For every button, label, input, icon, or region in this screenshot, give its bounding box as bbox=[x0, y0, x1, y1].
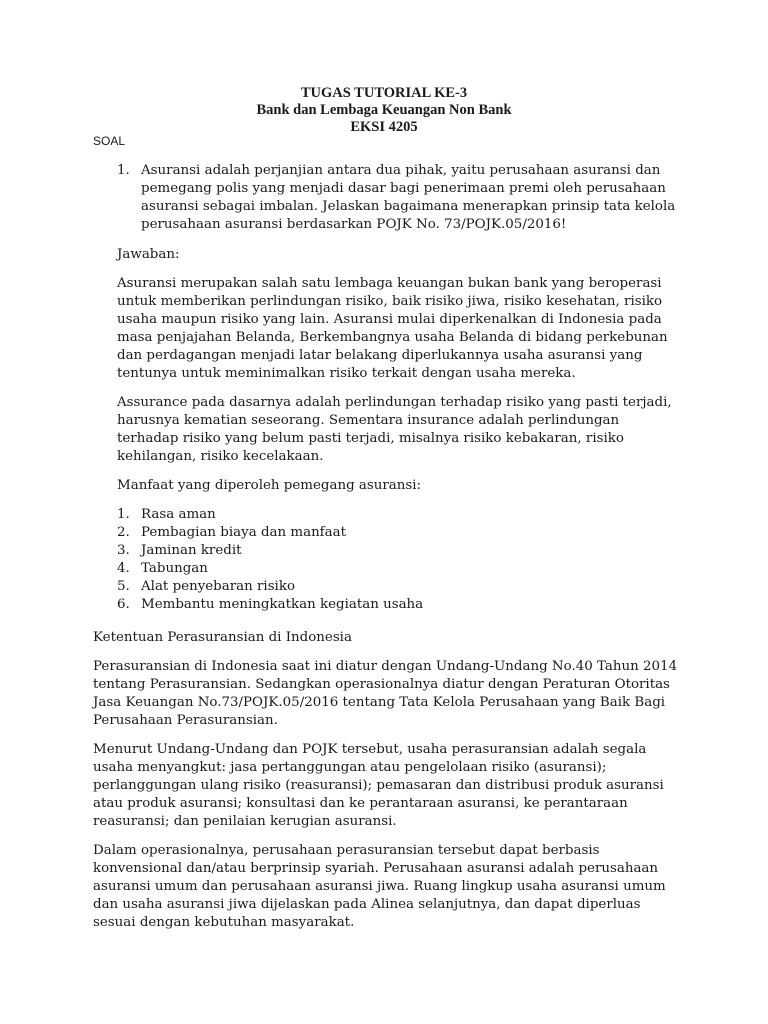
answer-paragraph-2: Assurance pada dasarnya adalah perlindungan terhadap risiko yang pasti terjadi, harusnya kematian seseorang. Sementara insurance adalah perlindungan terhadap risiko yang belum pasti terjadi, misalnya risiko kebakaran, risiko kehilangan, risiko kecelakaan. bbox=[117, 395, 672, 464]
benefit-item: 4. Tabungan bbox=[117, 561, 208, 576]
header-course-name: Bank dan Lembaga Keuangan Non Bank bbox=[256, 102, 512, 118]
section-paragraph-3: Dalam operasionalnya, perusahaan perasuransian tersebut dapat berbasis konvensional dan/atau berprinsip syariah. Perusahaan asuransi adalah perusahaan asuransi umum dan perusahaan asuransi jiwa. Ruang lingkup usaha asuransi umum dan usaha asuransi jiwa dijelaskan pada Alinea selanjutnya, dan dapat diperluas sesuai dengan kebutuhan masyarakat. bbox=[93, 843, 666, 930]
question-item bbox=[117, 162, 679, 234]
section-paragraph-2: Menurut Undang-Undang dan POJK tersebut, usaha perasuransian adalah segala usaha menyangkut: jasa pertanggungan atau pengelolaan risiko (asuransi); perlanggungan ulang risiko (reasuransi); pemasaran dan distribusi produk asuransi atau produk asuransi; konsultasi dan ke perantaraan asuransi, ke perantaraan reasuransi; dan penilaian kerugian asuransi. bbox=[93, 742, 664, 829]
document-header bbox=[0, 85, 768, 136]
question-answer-block bbox=[117, 162, 679, 625]
benefit-item: 3. Jaminan kredit bbox=[117, 543, 242, 558]
benefits-intro: Manfaat yang diperoleh pemegang asuransi: bbox=[117, 478, 422, 493]
benefit-item: 1. Rasa aman bbox=[117, 507, 216, 522]
header-title: TUGAS TUTORIAL KE-3 bbox=[300, 85, 468, 101]
section-paragraph-1: Perasuransian di Indonesia saat ini diatur dengan Undang-Undang No.40 Tahun 2014 tentang Perasuransian. Sedangkan operasionalnya diatur dengan Peraturan Otoritas Jasa Keuangan No.73/POJK.05/2016 tentang Tata Kelola Perusahaan yang Baik Bagi Perusahaan Perasuransian. bbox=[93, 659, 678, 728]
benefit-item: 2. Pembagian biaya dan manfaat bbox=[117, 525, 346, 540]
answer-paragraph-1: Asuransi merupakan salah satu lembaga keuangan bukan bank yang beroperasi untuk memberikan perlindungan risiko, baik risiko jiwa, risiko kesehatan, risiko usaha maupun risiko yang lain. Asuransi mulai diperkenalkan di Indonesia pada masa penjajahan Belanda, Berkembangnya usaha Belanda di bidang perkebunan dan perdagangan menjadi latar belakang diperlukannya usaha asuransi yang tentunya untuk meminimalkan risiko terkait dengan usaha mereka. bbox=[117, 276, 668, 381]
soal-label: SOAL bbox=[93, 134, 126, 148]
answer-label: Jawaban: bbox=[117, 247, 180, 262]
question-number: 1. bbox=[117, 163, 130, 178]
benefit-item: 5. Alat penyebaran risiko bbox=[117, 579, 296, 594]
header-course-code: EKSI 4205 bbox=[350, 119, 418, 135]
question-text: Asuransi adalah perjanjian antara dua pihak, yaitu perusahaan asuransi dan pemegang polis yang menjadi dasar bagi penerimaan premi oleh perusahaan asuransi sebagai imbalan. Jelaskan bagaimana menerapkan prinsip tata kelola perusahaan asuransi berdasarkan POJK No. 73/POJK.05/2016! bbox=[141, 163, 676, 232]
section-heading: Ketentuan Perasuransian di Indonesia bbox=[93, 630, 352, 645]
regulation-section bbox=[93, 629, 679, 943]
benefit-item: 6. Membantu meningkatkan kegiatan usaha bbox=[117, 597, 424, 612]
benefits-list bbox=[117, 506, 679, 614]
